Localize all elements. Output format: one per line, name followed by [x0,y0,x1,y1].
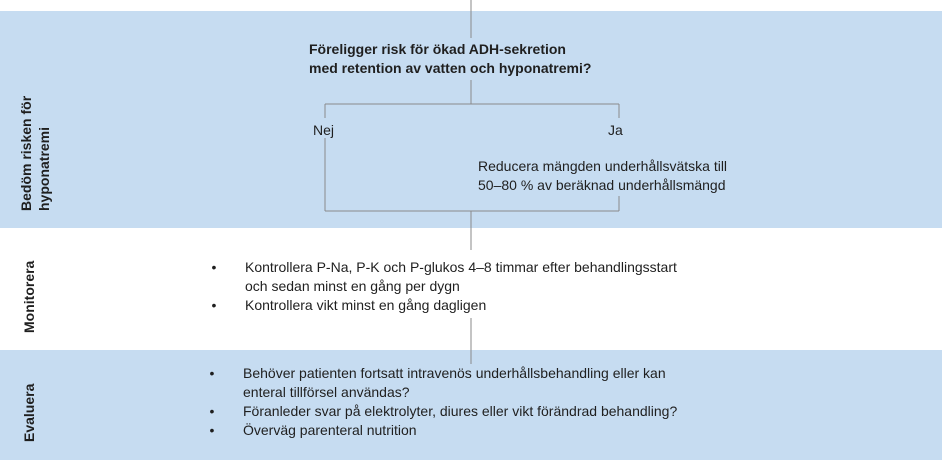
yes-branch-action: Reducera mängden underhållsvätska till 50–80 % av beräknad underhållsmängd [478,157,731,195]
list-item [207,421,767,440]
risk-section-label: Bedöm risken för hyponatremi [18,95,52,211]
bullet-icon: • [209,365,215,381]
yes-branch-label: Ja [608,122,623,138]
evaluate-section-label: Evaluera [21,383,37,442]
list-item-text: Behöver patienten fortsatt intravenös underhållsbehandling eller kan enteral tillförsel användas? [243,365,666,400]
list-item-text: Föranleder svar på elektrolyter, diures eller vikt förändrad behandling? [243,403,678,419]
list-item-text: Överväg parenteral nutrition [243,422,417,438]
monitor-list [209,258,769,315]
list-item-text: Kontrollera P-Na, P-K och P-glukos 4–8 timmar efter behandlingsstart och sedan minst en gång per dygn [245,259,677,294]
list-item [209,296,769,315]
risk-question: Föreligger risk för ökad ADH-sekretion med retention av vatten och hyponatremi? [309,41,592,76]
bullet-icon: • [211,297,217,313]
monitor-section-label: Monitorera [21,260,37,333]
list-item [209,258,769,296]
no-branch-label: Nej [313,122,335,138]
list-item [207,402,767,421]
bullet-icon: • [209,403,215,419]
evaluate-list [207,364,767,440]
list-item-text: Kontrollera vikt minst en gång dagligen [245,297,487,313]
list-item [207,364,767,402]
bullet-icon: • [209,422,215,438]
bullet-icon: • [211,259,217,275]
